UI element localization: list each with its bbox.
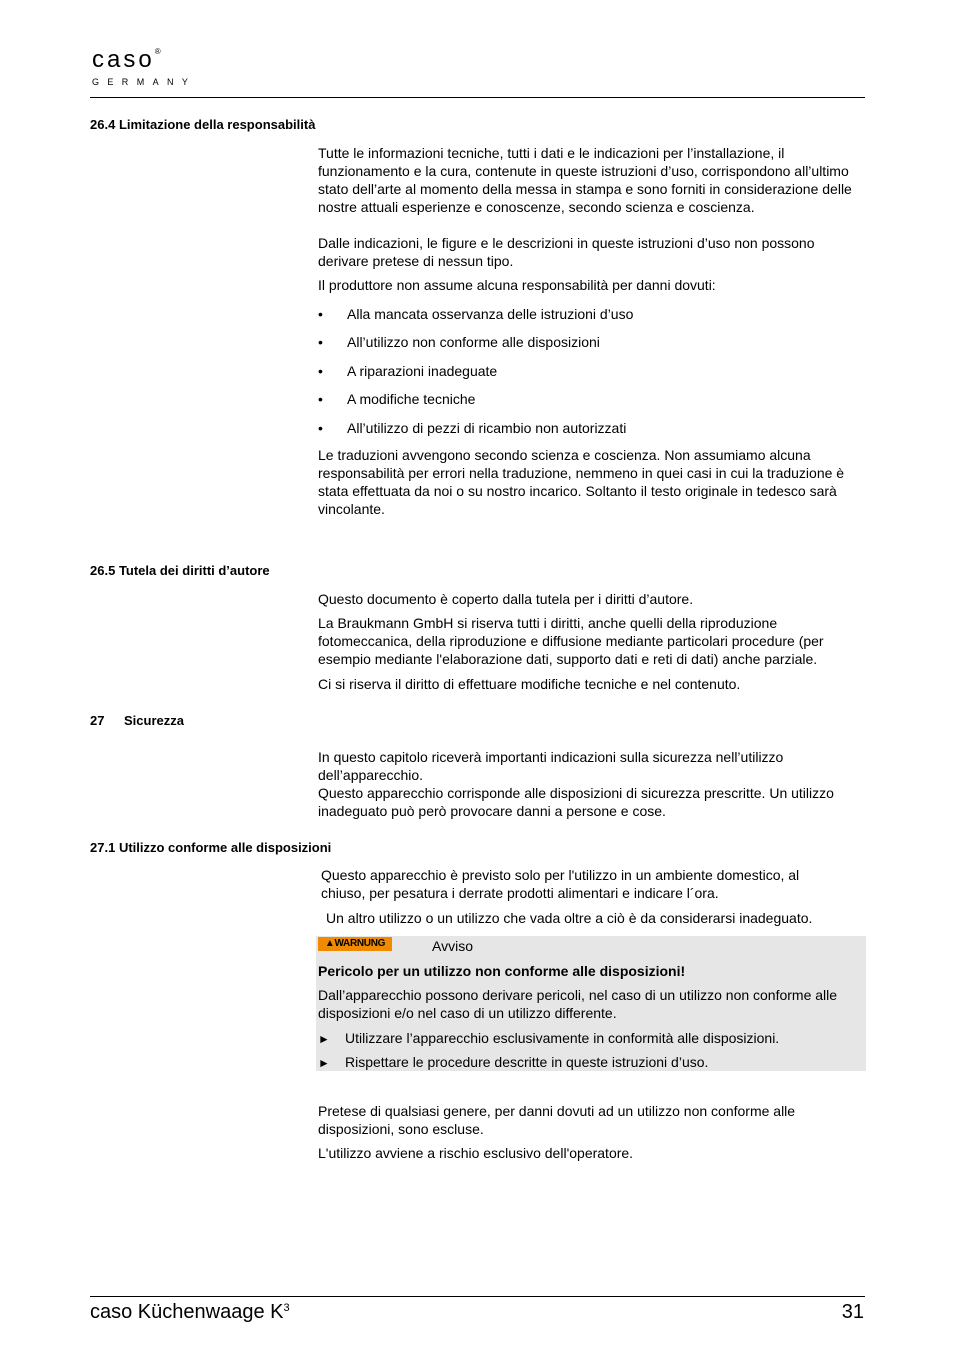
caso-logo	[92, 48, 196, 87]
header-rule	[90, 97, 865, 98]
list-item: • All’utilizzo di pezzi di ricambio non autorizzati	[318, 420, 627, 436]
arrow-right-icon: ►	[318, 1056, 330, 1070]
warning-heading: Pericolo per un utilizzo non conforme alle disposizioni!	[318, 963, 686, 979]
paragraph: Tutte le informazioni tecniche, tutti i dati e le indicazioni per l’installazione, il funzionamento e la cura, contenute in queste istruzioni d’uso, corrispondono all’ultimo stato dell’arte al momento della messa in stampa e sono forniti in considerazione delle nostre attuali esperienze e conoscenze, secondo scienza e coscienza.	[318, 145, 852, 215]
paragraph: Ci si riserva il diritto di effettuare modifiche tecniche e nel contenuto.	[318, 676, 741, 692]
warning-step: ► Rispettare le procedure descritte in queste istruzioni d’uso.	[318, 1054, 709, 1070]
section-heading-26-4: 26.4 Limitazione della responsabilità	[90, 117, 316, 132]
paragraph: Il produttore non assume alcuna responsabilità per danni dovuti:	[318, 277, 716, 293]
paragraph: In questo capitolo riceverà importanti indicazioni sulla sicurezza nell’utilizzo dell’apparecchio.	[318, 749, 784, 783]
warning-step: ► Utilizzare l’apparecchio esclusivamente in conformità alle disposizioni.	[318, 1030, 780, 1046]
list-item: • Alla mancata osservanza delle istruzioni d’uso	[318, 306, 634, 322]
list-item: • A modifiche tecniche	[318, 391, 476, 407]
paragraph: Un altro utilizzo o un utilizzo che vada oltre a ciò è da considerarsi inadeguato.	[326, 910, 813, 926]
warning-text: Dall’apparecchio possono derivare pericoli, nel caso di un utilizzo non conforme alle disposizioni e/o nel caso di un utilizzo differente.	[318, 987, 838, 1021]
paragraph: Questo apparecchio è previsto solo per l'utilizzo in un ambiente domestico, al chiuso, per pesatura i derrate prodotti alimentari e indicare l´ora.	[321, 867, 800, 901]
arrow-right-icon: ►	[318, 1032, 330, 1046]
warning-badge: ▲WARNUNG	[318, 937, 392, 951]
page-number: 31	[841, 1301, 864, 1323]
paragraph: Questo documento è coperto dalla tutela per i diritti d’autore.	[318, 591, 694, 607]
section-heading-27: 27 Sicurezza	[90, 713, 184, 728]
warning-triangle-icon: ▲	[324, 938, 335, 949]
paragraph: Pretese di qualsiasi genere, per danni dovuti ad un utilizzo non conforme alle disposizioni, sono escluse.	[318, 1103, 796, 1137]
footer-title: caso Küchenwaage $K^3$	[90, 1301, 290, 1323]
warning-label: Avviso	[432, 938, 473, 954]
footer-rule	[90, 1296, 865, 1297]
list-item: • All’utilizzo non conforme alle disposizioni	[318, 334, 600, 350]
paragraph: Questo apparecchio corrisponde alle disposizioni di sicurezza prescritte. Un utilizzo inadeguato può però provocare danni a persone e cose.	[318, 785, 834, 819]
paragraph: Dalle indicazioni, le figure e le descrizioni in queste istruzioni d’uso non possono derivare pretese di nessun tipo.	[318, 235, 815, 269]
section-heading-26-5: 26.5 Tutela dei diritti d’autore	[90, 563, 270, 578]
paragraph: La Braukmann GmbH si riserva tutti i diritti, anche quelli della riproduzione fotomeccanica, della riproduzione e diffusione mediante particolari procedure (per esempio mediante l'elaborazione dati, supporto dati e reti di dati) anche parziale.	[318, 615, 824, 667]
paragraph: L'utilizzo avviene a rischio esclusivo dell'operatore.	[318, 1145, 634, 1161]
logo-subtitle: GERMANY	[92, 77, 197, 87]
section-heading-27-1: 27.1 Utilizzo conforme alle disposizioni	[90, 840, 332, 855]
list-item: • A riparazioni inadeguate	[318, 363, 498, 379]
paragraph: Le traduzioni avvengono secondo scienza e coscienza. Non assumiamo alcuna responsabilità per errori nella traduzione, nemmeno in quei casi in cui la traduzione è stata effettuata da noi o su nostro incarico. Soltanto il testo originale in tedesco sarà vincolante.	[318, 447, 845, 517]
logo-wordmark: caso®	[92, 46, 164, 73]
